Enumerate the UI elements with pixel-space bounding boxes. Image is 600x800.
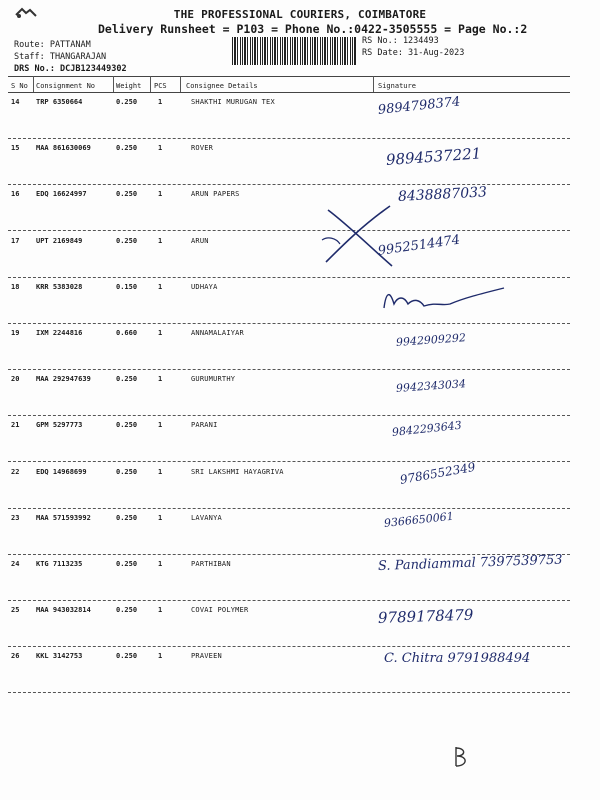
- row-pieces: 1: [158, 329, 163, 337]
- col-divider: [373, 76, 374, 92]
- col-header-signature: Signature: [378, 82, 416, 90]
- row-weight: 0.250: [116, 144, 138, 153]
- row-consignee-name: ARUN: [191, 236, 209, 245]
- row-weight: 0.250: [116, 467, 138, 476]
- row-pieces: 1: [158, 190, 163, 199]
- row-weight: 0.250: [116, 606, 138, 615]
- row-weight: 0.150: [116, 282, 138, 291]
- drs-number: DRS No.: DCJB123449302: [14, 64, 127, 74]
- handwritten-initial-mark: [452, 744, 472, 770]
- row-signature: 9894798374: [377, 94, 462, 118]
- row-consignee-name: LAVANYA: [191, 513, 222, 522]
- row-consignee-name: SHAKTHI MURUGAN TEX: [191, 98, 275, 106]
- row-pieces: 1: [158, 375, 163, 384]
- row-consignment-number: TRP 6350664: [36, 98, 83, 106]
- barcode: [232, 37, 357, 65]
- row-weight: 0.250: [116, 190, 138, 199]
- row-serial-number: 18: [11, 282, 20, 291]
- row-pieces: 1: [158, 467, 163, 476]
- table-row: [8, 509, 570, 555]
- col-divider: [113, 76, 114, 92]
- row-consignment-number: UPT 2169849: [36, 236, 83, 245]
- table-row: [8, 459, 570, 509]
- row-pieces: 1: [158, 421, 163, 430]
- row-serial-number: 21: [11, 421, 20, 430]
- row-consignment-number: IXM 2244816: [36, 329, 83, 337]
- rs-date: RS Date: 31-Aug-2023: [362, 48, 465, 58]
- document-subtitle: Delivery Runsheet = P103 = Phone No.:0422-3505555 = Page No.:2: [98, 22, 528, 36]
- row-serial-number: 16: [11, 190, 20, 199]
- col-divider: [33, 76, 34, 92]
- row-divider: [8, 692, 570, 693]
- row-pieces: 1: [158, 606, 163, 615]
- table-row: [8, 93, 570, 139]
- row-consignee-name: SRI LAKSHMI HAYAGRIVA: [191, 467, 284, 476]
- row-pieces: 1: [158, 282, 163, 291]
- row-serial-number: 15: [11, 144, 20, 153]
- table-row: [8, 647, 570, 693]
- row-pieces: 1: [158, 144, 163, 153]
- row-pieces: 1: [158, 236, 163, 245]
- col-header-weight: Weight: [116, 82, 142, 90]
- row-consignee-name: PARANI: [191, 421, 218, 430]
- row-pieces: 1: [158, 652, 163, 661]
- row-consignment-number: KKL 3142753: [36, 652, 83, 661]
- table-row: [8, 324, 570, 370]
- col-header-sno: S No: [11, 82, 28, 90]
- col-divider: [150, 76, 151, 92]
- row-consignee-name: COVAI POLYMER: [191, 606, 249, 615]
- row-consignee-name: GURUMURTHY: [191, 375, 236, 384]
- row-signature: 9942343034: [395, 377, 467, 396]
- col-header-consignee: Consignee Details: [186, 82, 258, 90]
- table-row: [8, 416, 570, 462]
- row-serial-number: 14: [11, 98, 20, 106]
- row-weight: 0.250: [116, 421, 138, 430]
- row-signature: 9786552349: [398, 459, 477, 487]
- row-consignment-number: EDQ 16624997: [36, 190, 87, 199]
- row-consignment-number: MAA 292947639: [36, 375, 91, 384]
- row-weight: 0.250: [116, 560, 138, 568]
- row-pieces: 1: [158, 513, 163, 522]
- table-row: [8, 139, 570, 185]
- row-serial-number: 17: [11, 236, 20, 245]
- table-row: [8, 552, 570, 601]
- row-weight: 0.250: [116, 652, 138, 661]
- row-serial-number: 20: [11, 375, 20, 384]
- row-consignment-number: KRR 5383028: [36, 282, 83, 291]
- row-consignee-name: PRAVEEN: [191, 652, 222, 661]
- row-serial-number: 26: [11, 652, 20, 661]
- row-pieces: 1: [158, 560, 163, 568]
- row-weight: 0.250: [116, 98, 138, 106]
- table-row: [8, 278, 570, 324]
- row-signature: 9842293643: [391, 419, 463, 440]
- row-consignment-number: MAA 571593992: [36, 513, 91, 522]
- row-signature: C. Chitra 9791988494: [384, 651, 531, 667]
- table-row: [8, 232, 570, 278]
- rs-number: RS No.: 1234493: [362, 36, 439, 46]
- row-signature: 9952514474: [376, 232, 461, 259]
- col-header-pcs: PCS: [154, 82, 167, 90]
- runsheet-meta-right: [362, 35, 464, 59]
- row-signature: 9894537221: [385, 144, 482, 170]
- row-consignment-number: EDQ 14968699: [36, 467, 87, 476]
- table-top-rule: [8, 76, 570, 77]
- row-signature: 9366650061: [383, 509, 455, 530]
- table-row: [8, 601, 570, 647]
- row-weight: 0.250: [116, 236, 138, 245]
- row-consignee-name: ARUN PAPERS: [191, 190, 240, 199]
- row-signature: 9942909292: [395, 331, 467, 349]
- row-weight: 0.250: [116, 513, 138, 522]
- row-serial-number: 25: [11, 606, 20, 615]
- row-consignee-name: ROVER: [191, 144, 214, 153]
- table-row: [8, 185, 570, 231]
- row-serial-number: 22: [11, 467, 20, 476]
- row-consignment-number: GPM 5297773: [36, 421, 83, 430]
- row-consignee-name: ANNAMALAIYAR: [191, 329, 244, 337]
- row-signature: 9789178479: [377, 605, 474, 628]
- row-pieces: 1: [158, 98, 163, 106]
- row-consignee-name: UDHAYA: [191, 282, 218, 291]
- row-consignment-number: MAA 861630069: [36, 144, 91, 153]
- runsheet-meta-left: [14, 39, 127, 75]
- row-weight: 0.250: [116, 375, 138, 384]
- row-consignment-number: KTG 7113235: [36, 560, 83, 568]
- row-signature: 8438887033: [397, 184, 488, 206]
- table-row: [8, 370, 570, 416]
- row-signature-scribble: [380, 282, 510, 318]
- row-weight: 0.660: [116, 329, 138, 337]
- row-signature: S. Pandiammal 7397539753: [377, 552, 563, 574]
- row-serial-number: 23: [11, 513, 20, 522]
- row-consignment-number: MAA 943032814: [36, 606, 91, 615]
- staff-label: Staff: THANGARAJAN: [14, 52, 107, 62]
- route-label: Route: PATTANAM: [14, 40, 91, 50]
- row-serial-number: 19: [11, 329, 20, 337]
- handwritten-cross-mark: [318, 200, 398, 270]
- row-serial-number: 24: [11, 560, 20, 568]
- document-title: THE PROFESSIONAL COURIERS, COIMBATORE: [173, 8, 427, 21]
- row-consignee-name: PARTHIBAN: [191, 560, 231, 568]
- col-divider: [180, 76, 181, 92]
- col-header-consignment: Consignment No: [36, 82, 96, 90]
